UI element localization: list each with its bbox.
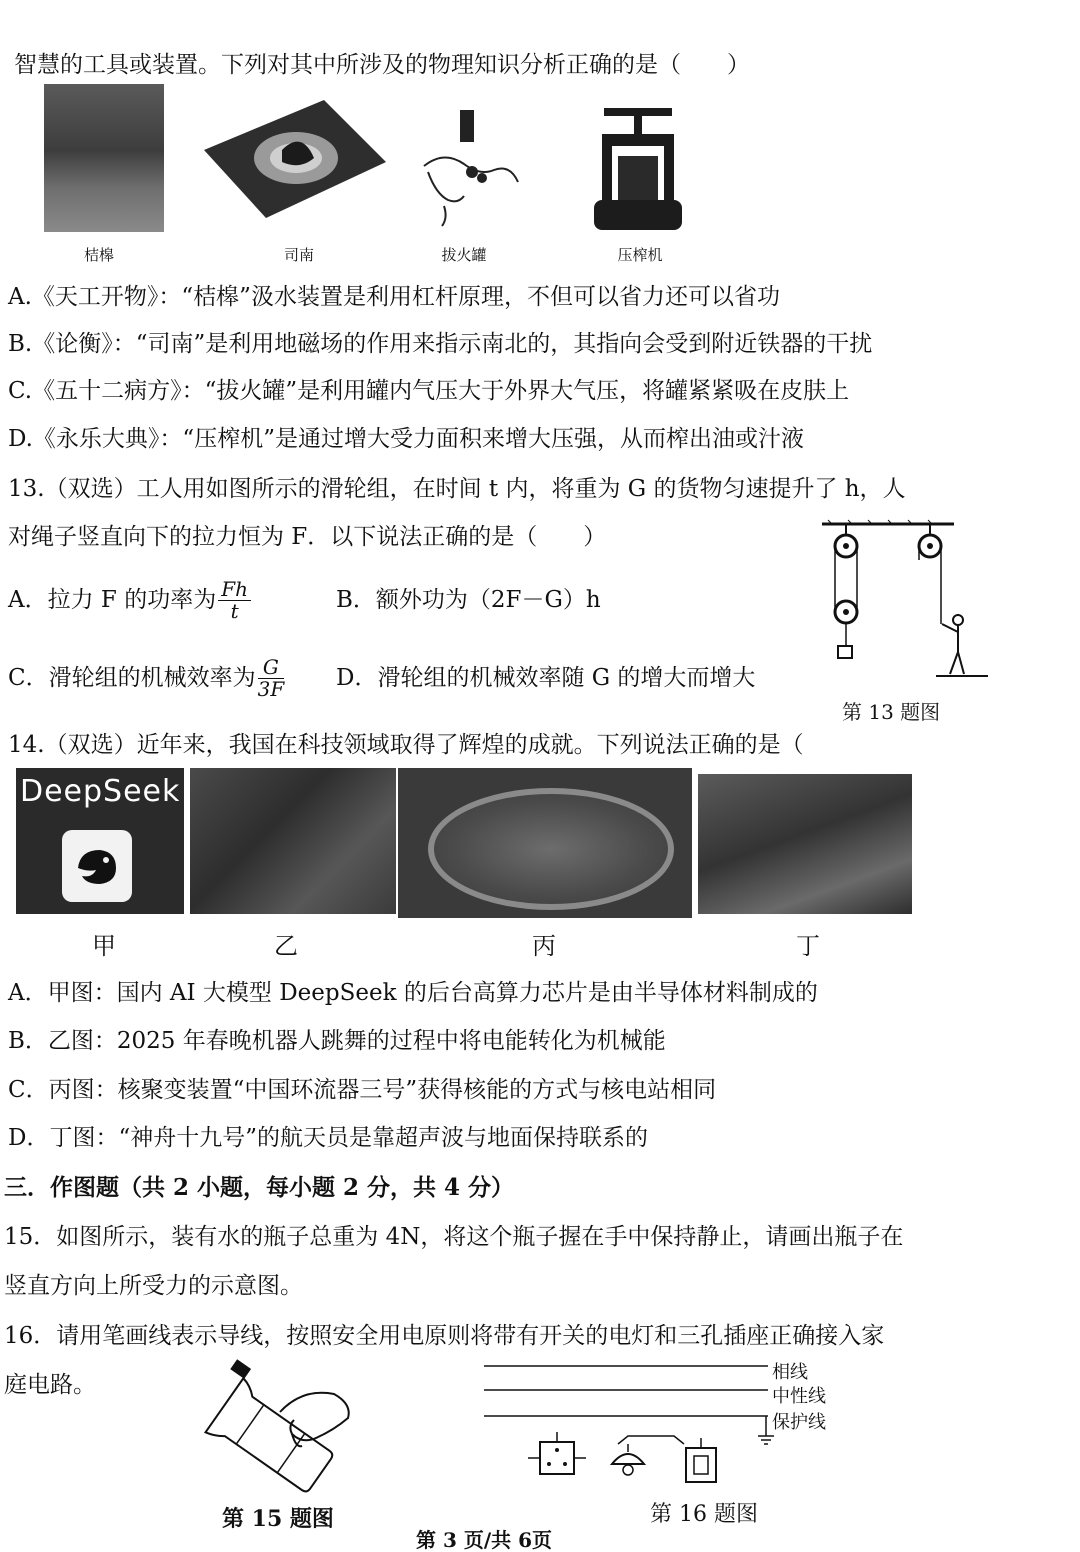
q16-stem-line2: 庭电路。: [4, 1372, 96, 1398]
q13-figure-caption: 第 13 题图: [842, 700, 941, 724]
q13-option-a-fraction: [218, 576, 251, 623]
q13-option-d: D．滑轮组的机械效率随 G 的增大而增大: [336, 665, 756, 691]
cupping-drawing: [414, 106, 524, 228]
q13-option-c-denominator: 3F: [257, 676, 285, 701]
q13-option-c-numerator: G: [258, 657, 285, 679]
q14-option-d: D．丁图：“神舟十九号”的航天员是靠超声波与地面保持联系的: [8, 1125, 648, 1151]
shenzhou-astronaut-photo: [698, 774, 912, 914]
compass-photo: [204, 100, 386, 218]
page-number-footer: 第 3 页/共 6页: [416, 1528, 553, 1552]
q13-option-c-fraction: [257, 654, 285, 701]
jiegao-photo: [44, 84, 164, 232]
deepseek-logo-text: DeepSeek: [20, 774, 181, 809]
caption-ding: 丁: [796, 932, 820, 960]
section-3-heading: 三．作图题（共 2 小题，每小题 2 分，共 4 分）: [4, 1174, 515, 1201]
q12-option-c: C.《五十二病方》：“拔火罐”是利用罐内气压大于外界大气压，将罐紧紧吸在皮肤上: [8, 378, 850, 404]
q13-option-c-text: C．滑轮组的机械效率为: [8, 664, 256, 691]
caption-bing: 丙: [532, 932, 556, 960]
q12-option-d: D.《永乐大典》：“压榨机”是通过增大受力面积来增大压强，从而榨出油或汁液: [8, 426, 804, 452]
q12-option-b: B.《论衡》：“司南”是利用地磁场的作用来指示南北的，其指向会受到附近铁器的干扰: [8, 331, 873, 357]
q14-option-a: A．甲图：国内 AI 大模型 DeepSeek 的后台高算力芯片是由半导体材料制成的: [8, 980, 818, 1006]
q12-option-a: A.《天工开物》：“桔槔”汲水装置是利用杠杆原理，不但可以省力还可以省功: [8, 284, 780, 310]
q16-stem-line1: 16．请用笔画线表示导线，按照安全用电原则将带有开关的电灯和三孔插座正确接入家: [4, 1323, 885, 1349]
q13-stem-line1: 13.（双选）工人用如图所示的滑轮组，在时间 t 内，将重为 G 的货物匀速提升了 h，人: [8, 476, 906, 502]
caption-cupping: 拔火罐: [441, 246, 487, 264]
whale-icon: [62, 830, 132, 902]
q14-stem-line1: 14.（双选）近年来，我国在科技领域取得了辉煌的成就。下列说法正确的是（: [8, 732, 804, 758]
q15-stem-line1: 15．如图所示，装有水的瓶子总重为 4N，将这个瓶子握在手中保持静止，请画出瓶子在: [4, 1224, 904, 1250]
deepseek-logo-image: [16, 768, 184, 914]
pulley-system-figure: [818, 520, 990, 690]
q14-option-b: B．乙图：2025 年春晚机器人跳舞的过程中将电能转化为机械能: [8, 1028, 666, 1054]
wire-label-neutral: 中性线: [772, 1386, 826, 1407]
press-machine-photo: [590, 104, 686, 234]
q13-option-a: [8, 572, 251, 628]
q14-option-c: C．丙图：核聚变装置“中国环流器三号”获得核能的方式与核电站相同: [8, 1077, 717, 1103]
q15-stem-line2: 竖直方向上所受力的示意图。: [4, 1273, 303, 1299]
q13-stem-line2: 对绳子竖直向下的拉力恒为 F．以下说法正确的是（ ）: [8, 524, 607, 550]
caption-press: 压榨机: [617, 246, 663, 264]
wire-label-ground: 保护线: [772, 1412, 826, 1433]
q13-option-b: B．额外功为（2F－G）h: [336, 587, 601, 613]
q13-option-a-text: A．拉力 F 的功率为: [8, 586, 217, 613]
q13-option-c: [8, 650, 284, 706]
wire-label-live: 相线: [772, 1362, 808, 1383]
robot-dance-photo: [190, 768, 396, 914]
tokamak-photo: [398, 768, 692, 918]
caption-jia: 甲: [92, 932, 116, 960]
q13-option-a-denominator: t: [230, 598, 239, 623]
caption-yi: 乙: [274, 932, 298, 960]
q15-figure-caption: 第 15 题图: [222, 1506, 334, 1532]
caption-sinan: 司南: [283, 246, 314, 264]
q12-intro: 智慧的工具或装置。下列对其中所涉及的物理知识分析正确的是（ ）: [14, 52, 750, 78]
q16-figure-caption: 第 16 题图: [650, 1502, 758, 1527]
bottle-in-hand-figure: [184, 1352, 354, 1502]
tokamak-ring: [428, 788, 674, 910]
home-circuit-figure: [484, 1358, 784, 1488]
caption-jiegao: 桔槔: [83, 246, 114, 264]
q13-option-a-numerator: Fh: [218, 579, 251, 601]
